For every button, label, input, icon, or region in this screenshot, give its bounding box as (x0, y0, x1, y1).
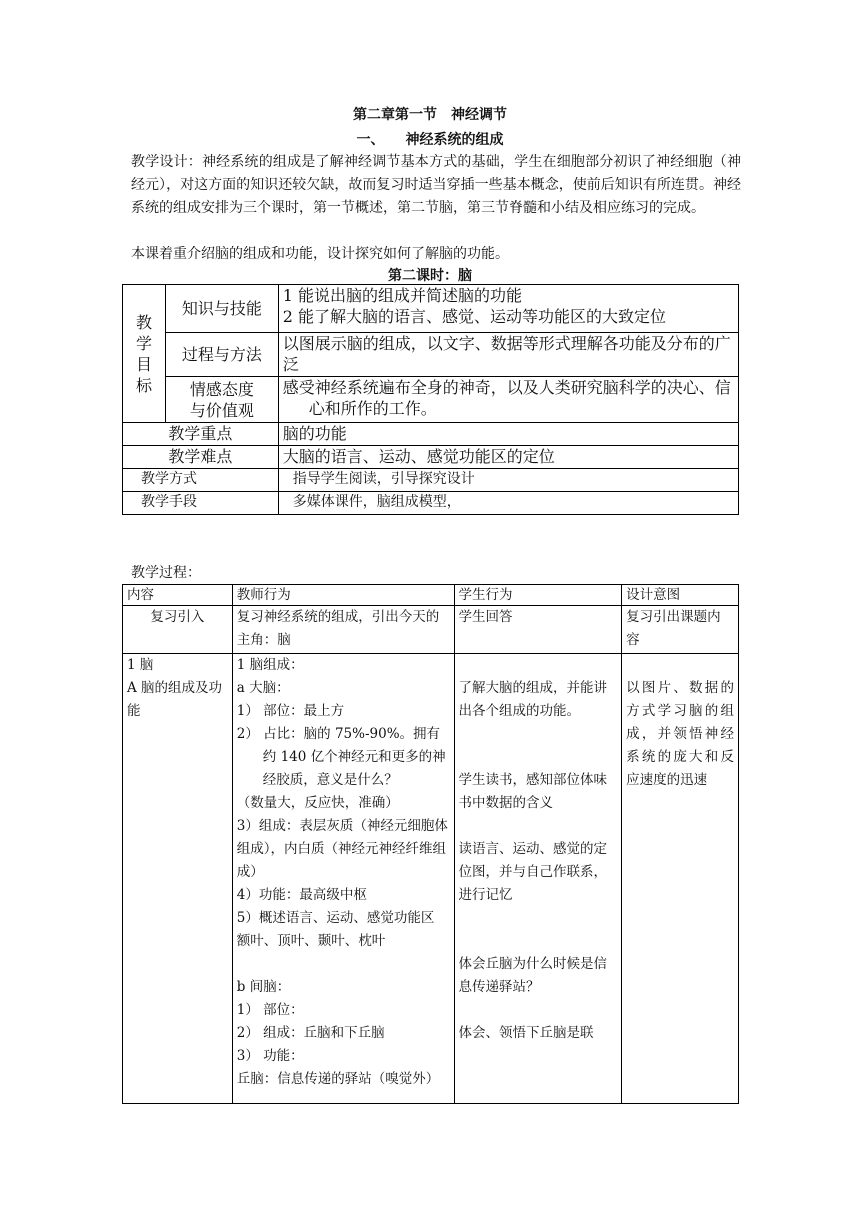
objective-label: 过程与方法 (165, 333, 278, 377)
method-value: 指导学生阅读，引导探究设计 (278, 469, 738, 492)
review-content: 复习引入 (123, 606, 233, 654)
lesson-title: 第二课时：脑 (388, 268, 472, 284)
objectives-table (122, 284, 739, 515)
chapter-title: 第二章第一节 神经调节 (353, 107, 507, 123)
goal-label: 教学目标 (123, 285, 166, 423)
header-content: 内容 (123, 585, 233, 606)
difficulty-label: 教学难点 (123, 446, 279, 469)
header-intent: 设计意图 (622, 585, 739, 606)
brain-intent: 以图片、数据的方式学习脑的组成，并领悟神经系统的庞大和反应速度的迅速 (622, 654, 739, 1104)
process-heading: 教学过程： (131, 565, 201, 581)
header-student: 学生行为 (454, 585, 622, 606)
key-point-value: 脑的功能 (278, 423, 738, 446)
objective-value: 1 能说出脑的组成并简述脑的功能 2 能了解大脑的语言、感觉、运动等功能区的大致定位 (278, 285, 738, 333)
review-intent: 复习引出课题内容 (622, 606, 739, 654)
design-paragraph: 教学设计：神经系统的组成是了解神经调节基本方式的基础，学生在细胞部分初识了神经细胞（神经元），对这方面的知识还较欠缺，故而复习时适当穿插一些基本概念，使前后知识有所连贯。神经系统的组成安排为三个课时，第一节概述，第二节脑，第三节脊髓和小结及相应练习的完成。 (131, 154, 741, 216)
objective-label: 知识与技能 (165, 285, 278, 333)
objective-label: 情感态度 与价值观 (165, 377, 278, 423)
means-value: 多媒体课件，脑组成模型， (278, 492, 738, 515)
means-label: 教学手段 (123, 492, 279, 515)
key-point-label: 教学重点 (123, 423, 279, 446)
focus-paragraph: 本课着重介绍脑的组成和功能，设计探究如何了解脑的功能。 (131, 246, 509, 262)
review-teacher: 复习神经系统的组成，引出今天的主角：脑 (232, 606, 454, 654)
review-student: 学生回答 (454, 606, 622, 654)
method-label: 教学方式 (123, 469, 279, 492)
difficulty-value: 大脑的语言、运动、感觉功能区的定位 (278, 446, 738, 469)
brain-content: 1 脑 A 脑的组成及功能 (123, 654, 233, 1104)
brain-teacher: 1 脑组成： a 大脑： 1） 部位：最上方 2） 占比：脑的 75%-90%。拥有约 140 亿个神经元和更多的神经胶质，意义是什么？ （数量大，反应快，准确） 3）组成：表层灰质（神经元细胞体组成），内白质（神经元神经纤维组成） 4）功能：最高级中枢 5）概述语言、运动、感觉功能区 额叶、顶叶、颞叶、枕叶 b 间脑： 1） 部位： 2） 组成：丘脑和下丘脑 3） 功能： 丘脑：信息传递的驿站（嗅觉外） (232, 654, 454, 1104)
objective-value: 以图展示脑的组成，以文字、数据等形式理解各功能及分布的广泛 (278, 333, 738, 377)
section-title: 一、 神经系统的组成 (356, 132, 504, 148)
brain-student: 了解大脑的组成，并能讲出各个组成的功能。 学生读书，感知部位体味书中数据的含义 读语言、运动、感觉的定位图，并与自己作联系，进行记忆 体会丘脑为什么时候是信息传递驿站？ 体会、领悟下丘脑是联 (454, 654, 622, 1104)
header-teacher: 教师行为 (232, 585, 454, 606)
objective-value: 感受神经系统遍布全身的神奇，以及人类研究脑科学的决心、信心和所作的工作。 (278, 377, 738, 423)
process-table (122, 584, 739, 1104)
